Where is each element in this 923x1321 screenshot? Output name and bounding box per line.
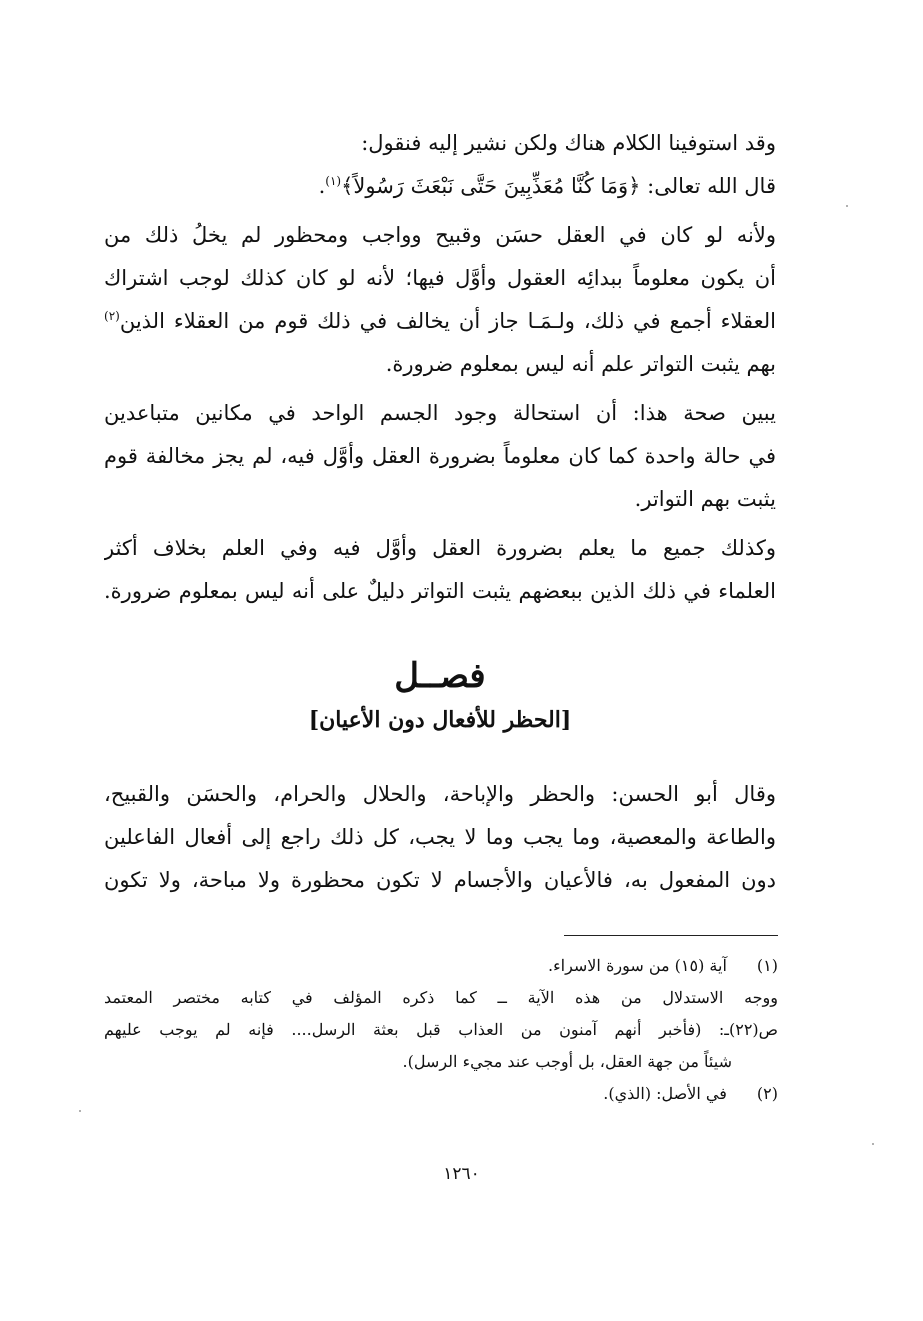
section-heading [104,652,776,740]
section-word: فصــل [394,656,486,696]
text-line: ولأنه لو كان في العقل حسَن وقبيح وواجب ومحظور لم يخلُ ذلك من [104,223,776,247]
text-line: دون المفعول به، فالأعيان والأجسام لا تكون محظورة ولا مباحة، ولا تكون [104,868,776,892]
page-number: ١٢٦٠ [443,1164,480,1184]
text-line: في حالة واحدة كما كان معلوماً بضرورة العقل وأوَّل فيه، لم يجز مخالفة قوم [104,444,776,468]
text-line: يثبت بهم التواتر. [634,487,776,511]
text-line: وقد استوفينا الكلام هناك ولكن نشير إليه فنقول: [361,131,776,155]
footnote-line [104,1046,778,1078]
text-line [104,300,776,343]
footnote-text: ووجه الاستدلال من هذه الآية ــ كما ذكره المؤلف في كتابه مختصر المعتمد [104,988,778,1007]
footnote-text: آية (١٥) من سورة الاسراء. [548,956,727,975]
quran-verse: قال الله تعالى: ﴿وَمَا كُنَّا مُعَذِّبِينَ حَتَّى نَبْعَثَ رَسُولاً﴾ [341,174,776,198]
footnote-text: شيئاً من جهة العقل، بل أوجب عند مجيء الرسل). [402,1052,732,1071]
footnote-2 [104,1078,778,1110]
text-line: يبين صحة هذا: أن استحالة وجود الجسم الواحد في مكانين متباعدين [104,401,776,425]
footnote-number: (١) [756,956,778,975]
text-line [104,165,776,208]
section-title: [الحظر للأفعال دون الأعيان] [308,707,572,733]
text-line: العلماء في ذلك الذين ببعضهم يثبت التواتر دليلٌ على أنه ليس بمعلوم ضرورة. [104,579,776,603]
footnote-number: (٢) [756,1084,778,1103]
punctuation: . [318,174,326,198]
main-text-2 [104,773,776,902]
scan-speck [79,1110,81,1112]
footnotes [104,950,778,1110]
text-line: بهم يثبت التواتر علم أنه ليس بمعلوم ضرورة. [385,352,776,376]
footnote-text: ص(٢٢)ـ: (فأخبر أنهم آمنون من العذاب قبل بعثة الرسل.... فإنه لم يوجب عليهم [104,1020,778,1039]
text-line: والطاعة والمعصية، وما يجب وما لا يجب، كل ذلك راجع إلى أفعال الفاعلين [104,825,776,849]
footnote-line [104,1014,778,1046]
footnote-divider [564,935,778,936]
text-line: وكذلك جميع ما يعلم بضرورة العقل وأوَّل فيه وفي العلم بخلاف أكثر [104,536,776,560]
footnote-1 [104,950,778,982]
scan-speck [872,1143,874,1145]
text-line: وقال أبو الحسن: والحظر والإباحة، والحلال والحرام، والحسَن والقبيح، [104,782,776,806]
footnote-ref: (٢) [104,309,120,323]
text-line: أن يكون معلوماً ببدائِه العقول وأوَّل فيها؛ لأنه لو كان كذلك لوجب اشتراك [104,266,776,290]
scan-speck [846,205,848,207]
text-segment: العقلاء أجمع في ذلك، ولـمَـا جاز أن يخالف في ذلك قوم من العقلاء الذين [119,309,776,333]
footnote-text: في الأصل: (الذي). [603,1084,727,1103]
footnote-line [104,982,778,1014]
footnote-ref: (١) [325,174,342,188]
main-text [104,122,776,613]
